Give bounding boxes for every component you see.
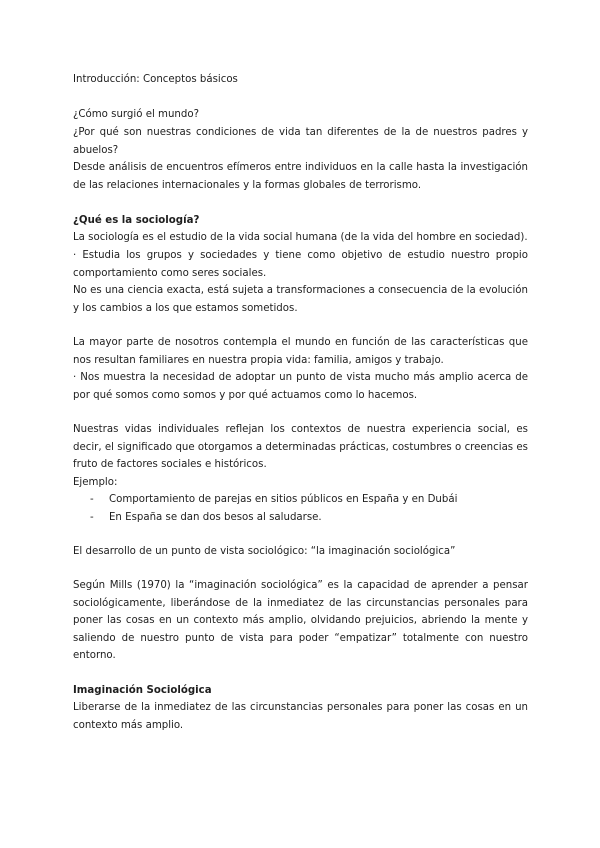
dash-bullet: - (90, 511, 94, 523)
dash-bullet: - (90, 494, 94, 505)
paragraph-not-exact-science: No es una ciencia exacta, está sujeta a transformaciones a consecuencia de la evolución y los cambios a los que estamos sometidos. (73, 285, 528, 314)
paragraph-definition: La sociología es el estudio de la vida social humana (de la vida del hombre en sociedad). (73, 232, 528, 243)
section-heading-que-es-sociologia: ¿Qué es la sociología? (73, 215, 200, 226)
paragraph-mills: Según Mills (1970) la “imaginación sociológica” es la capacidad de aprender a pensar sociológicamente, liberándose de la inmediatez de las circunstancias personales para poner las cosas en un contexto más amplio, olvidando prejuicios, abriendo la mente y saliendo de nuestro punto de vista para poder “empatizar” totalmente con nuestro entorno. (73, 580, 528, 662)
paragraph-imaginacion-definition: Liberarse de la inmediatez de las circunstancias personales para poner las cosas en un contexto más amplio. (73, 702, 528, 731)
section-heading-imaginacion: Imaginación Sociológica (73, 685, 212, 696)
intro-question-2: ¿Por qué son nuestras condiciones de vida tan diferentes de la de nuestros padres y abuelos? (73, 127, 528, 156)
paragraph-individual-lives: Nuestras vidas individuales reflejan los contextos de nuestra experiencia social, es decir, el significado que otorgamos a determinadas prácticas, costumbres o creencias es fruto de factores sociales e históricos. (73, 424, 528, 471)
page-title: Introducción: Conceptos básicos (73, 74, 238, 85)
list-item-text: Comportamiento de parejas en sitios públicos en España y en Dubái (109, 494, 458, 505)
intro-paragraph: Desde análisis de encuentros efímeros entre individuos en la calle hasta la investigación de las relaciones internacionales y la formas globales de terrorismo. (73, 162, 528, 191)
list-item (73, 509, 528, 527)
paragraph-development: El desarrollo de un punto de vista sociológico: “la imaginación sociológica” (73, 546, 456, 557)
examples-list (73, 491, 528, 526)
example-label: Ejemplo: (73, 477, 118, 488)
paragraph-worldview: La mayor parte de nosotros contempla el mundo en función de las características que nos resultan familiares en nuestra propia vida: familia, amigos y trabajo. (73, 337, 528, 366)
intro-question-1: ¿Cómo surgió el mundo? (73, 109, 199, 120)
paragraph-groups: · Estudia los grupos y sociedades y tiene como objetivo de estudio nuestro propio comportamiento como seres sociales. (73, 250, 528, 279)
list-item-text: En España se dan dos besos al saludarse. (109, 511, 322, 523)
list-item (73, 491, 528, 509)
paragraph-broader-view: · Nos muestra la necesidad de adoptar un punto de vista mucho más amplio acerca de por qué somos como somos y por qué actuamos como lo hacemos. (73, 372, 528, 401)
